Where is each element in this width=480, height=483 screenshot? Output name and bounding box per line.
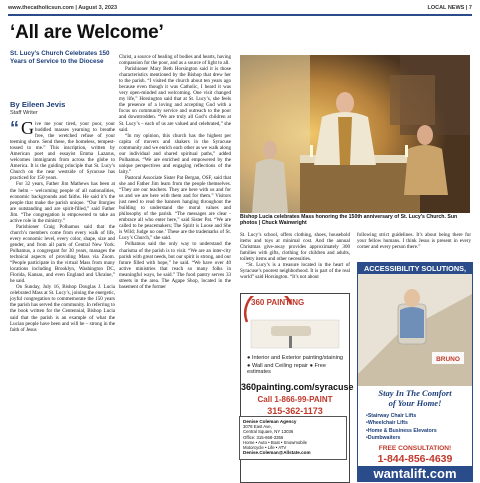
article-column-1 bbox=[10, 121, 115, 476]
subheadline: St. Lucy’s Church Celebrates 150 Years of Service to the Diocese bbox=[10, 50, 110, 65]
paint-roller-illustration bbox=[241, 316, 349, 352]
accessibility-services bbox=[366, 413, 437, 442]
painting-bullet-1: ● Interior and Exterior painting/staining bbox=[247, 355, 344, 361]
agent-office: Office: 315-668-3356 bbox=[243, 434, 284, 440]
agent-email[interactable]: Denise.Coleman@Allstate.com bbox=[243, 450, 311, 456]
paragraph: Parishioner Mary Beth Horsington said it is those characteristics mentioned by the Bishop that drew her to the parish. “I visited the church about ten years ago because even though it was Catholic, I heard it was very open-minded and welcoming. One visit changed my life,” Horsington said that at St. Lucy’s, she feels the presence of a loving and accepting God with a focus on community service and outreach to the poor and downtrodden. “We are truly all God’s children at St. Lucy’s – each of us are valued and celebrated,” she said. bbox=[119, 66, 231, 133]
byline: By Eileen Jevis bbox=[10, 100, 66, 109]
headline: ‘All are Welcome’ bbox=[10, 22, 164, 43]
paragraph: For 32 years, Father Jim Mathews has been at the helm – welcoming people of all nationalities, economic backgrounds and faiths. He said it’s the people that make the parish unique. “Our liturgies are outstanding and are spirit-filled,” said Father Jim. “The congregation is empowered to take an active role in the ministry.” bbox=[10, 181, 115, 224]
article-column-2 bbox=[119, 54, 231, 476]
painting-website[interactable]: 360painting.com/syracuse bbox=[241, 382, 354, 392]
drop-cap: G bbox=[21, 121, 34, 138]
paragraph: following strict guidelines. It’s about being there for your fellow humans. I think Jesus is present in every corner and every person there.” bbox=[357, 232, 471, 251]
accessibility-ad[interactable] bbox=[357, 262, 473, 482]
quote-mark-icon: “ bbox=[10, 121, 19, 138]
paragraph: Pastoral Associate Sister Pat Bergan, OSF, said that she and Father Jim learn from the people themselves. “They are our teachers. They are here with us and for us and we are here with them and for them.” Visitors just need to read the banners hanging throughout the building to understand the moral values and philosophy of the parish. “The messages are clear - embrace all who enter here,” said Sister Pat. “We are called to be peacemakers; The Spirit is Loose and She is Wild; Judge no one.’ These are the trademarks of St. Lucy’s Church,” she said. bbox=[119, 174, 231, 242]
header-section-page: LOCAL NEWS | 7 bbox=[427, 5, 472, 11]
paragraph: St. Lucy’s school, offers clothing, shoes, household items and toys at minimal cost. And the annual Christmas give-away provides approximately 300 families with gifts, clothing for children and adults, toiletry items and other necessities. bbox=[240, 232, 350, 263]
accessibility-headline: Stay In The Comfort of Your Home! bbox=[378, 388, 452, 408]
church-interior-image bbox=[240, 55, 470, 213]
header-site-date: www.thecatholicsun.com | August 3, 2023 bbox=[8, 5, 118, 11]
stairlift-photo bbox=[358, 274, 472, 386]
paragraph: “In my opinion, this church has the highest per capita of movers and shakers in the Syracuse community and we enrich each other as we walk along our individual and shared spiritual paths,” added Polhamus. “We are enriched and empowered by the unique perspectives and engaging reflections of the laity.” bbox=[119, 132, 231, 175]
painting-logo-text: 360 PAINTING bbox=[251, 298, 305, 307]
service-item: • Dumbwaiters bbox=[366, 435, 437, 442]
painting-phone: 315-362-1173 bbox=[267, 406, 323, 416]
header-rule bbox=[8, 14, 472, 16]
accessibility-title: ACCESSIBILITY SOLUTIONS, bbox=[358, 263, 472, 274]
paragraph: “St. Lucy’s is a treasure located in the heart of Syracuse’s poorest neighborhood. It is part of the real world” said Horsington. “It’s not about bbox=[240, 262, 350, 281]
painting-bullet-2: ● Wall and Ceiling repair ● Free estimates bbox=[247, 363, 327, 375]
service-item: • Wheelchair Lifts bbox=[366, 420, 437, 427]
accessibility-website[interactable]: wantalift.com bbox=[358, 466, 472, 481]
agent-address-1: 3078 East Ave, bbox=[243, 424, 272, 430]
paragraph: Parishioner Craig Polhamus said that the church’s members come from every walk of life, every economic level, every color, shape, size and gender, and from all parts of Central New York. Polhamus, a congregant for 30 years, manages the technical aspects of providing Mass via Zoom. “People participate in the virtual Mass from many locations including Brooklyn, Washington DC, Florida, Kansas, and even England and Ukraine,” he said. bbox=[10, 223, 115, 285]
article-column-4 bbox=[357, 232, 471, 262]
agent-lines-1: Home • Auto • Boat • Snowmobile bbox=[243, 439, 307, 445]
paragraph: On Sunday, July 16, Bishop Douglas J. Lucia celebrated Mass at St. Lucy’s, joining the energetic, joyful congregation to commemorate the 150 years the parish has served the community. In referring to the book written for the Centennial, Bishop Lucia said that the parish is an example of what the Lucian people have been and will be – strong in the faith of Jesus bbox=[10, 284, 115, 333]
service-item: • Home & Business Elevators bbox=[366, 428, 437, 435]
paragraph: Christ, a source of healing of bodies and hearts, having compassion for the poor, and as a source of light to all. bbox=[119, 54, 231, 67]
agent-lines-2: Motorcycle • Life • ATV bbox=[243, 445, 287, 451]
painting-call: Call 1-866-99-PAINT bbox=[257, 395, 333, 404]
mass-photo bbox=[240, 55, 470, 213]
accessibility-phone[interactable]: 1-844-856-4639 bbox=[377, 453, 453, 465]
paragraph-1: “ G ive me your tired, your poor, your huddled masses yearning to breathe free, the wretched refuse of your teeming shore. Send these, the homeless, tempest-tossed to me.” This inscription, written by American poet and essayist Emma Lazarus, welcomes immigrants from across the globe to America. It is the guiding principle that St. Lucy’s Church on the near westside of Syracuse has practiced for 150 years. bbox=[10, 121, 115, 182]
bruno-logo: BRUNO bbox=[436, 356, 460, 363]
agent-name: Denise Coleman Agency bbox=[243, 419, 297, 424]
byline-role: Staff Writer bbox=[10, 110, 38, 116]
service-item: • Stairway Chair Lifts bbox=[366, 413, 437, 420]
paragraph: Polhamus said the only way to understand the charisma of the parish is to visit. “We are an inter-city parish with great needs, but our spirit is strong, and our future filled with hope,” he said. “We have over 40 active ministries that reach so many folks in meaningful ways, he said.” The food pantry serves 33 streets in the area. The Agape Shop, located in the basement of the former bbox=[119, 241, 231, 290]
photo-caption: Bishop Lucia celebrates Mass honoring the 150th anniversary of St. Lucy’s Church. Sun photos | Chuck Wainwright bbox=[240, 214, 458, 227]
article-column-3 bbox=[240, 232, 350, 292]
agent-ad bbox=[239, 416, 347, 460]
agent-address-2: Central Square, NY 13036 bbox=[243, 429, 294, 435]
free-consultation: FREE CONSULTATION! bbox=[378, 445, 452, 452]
